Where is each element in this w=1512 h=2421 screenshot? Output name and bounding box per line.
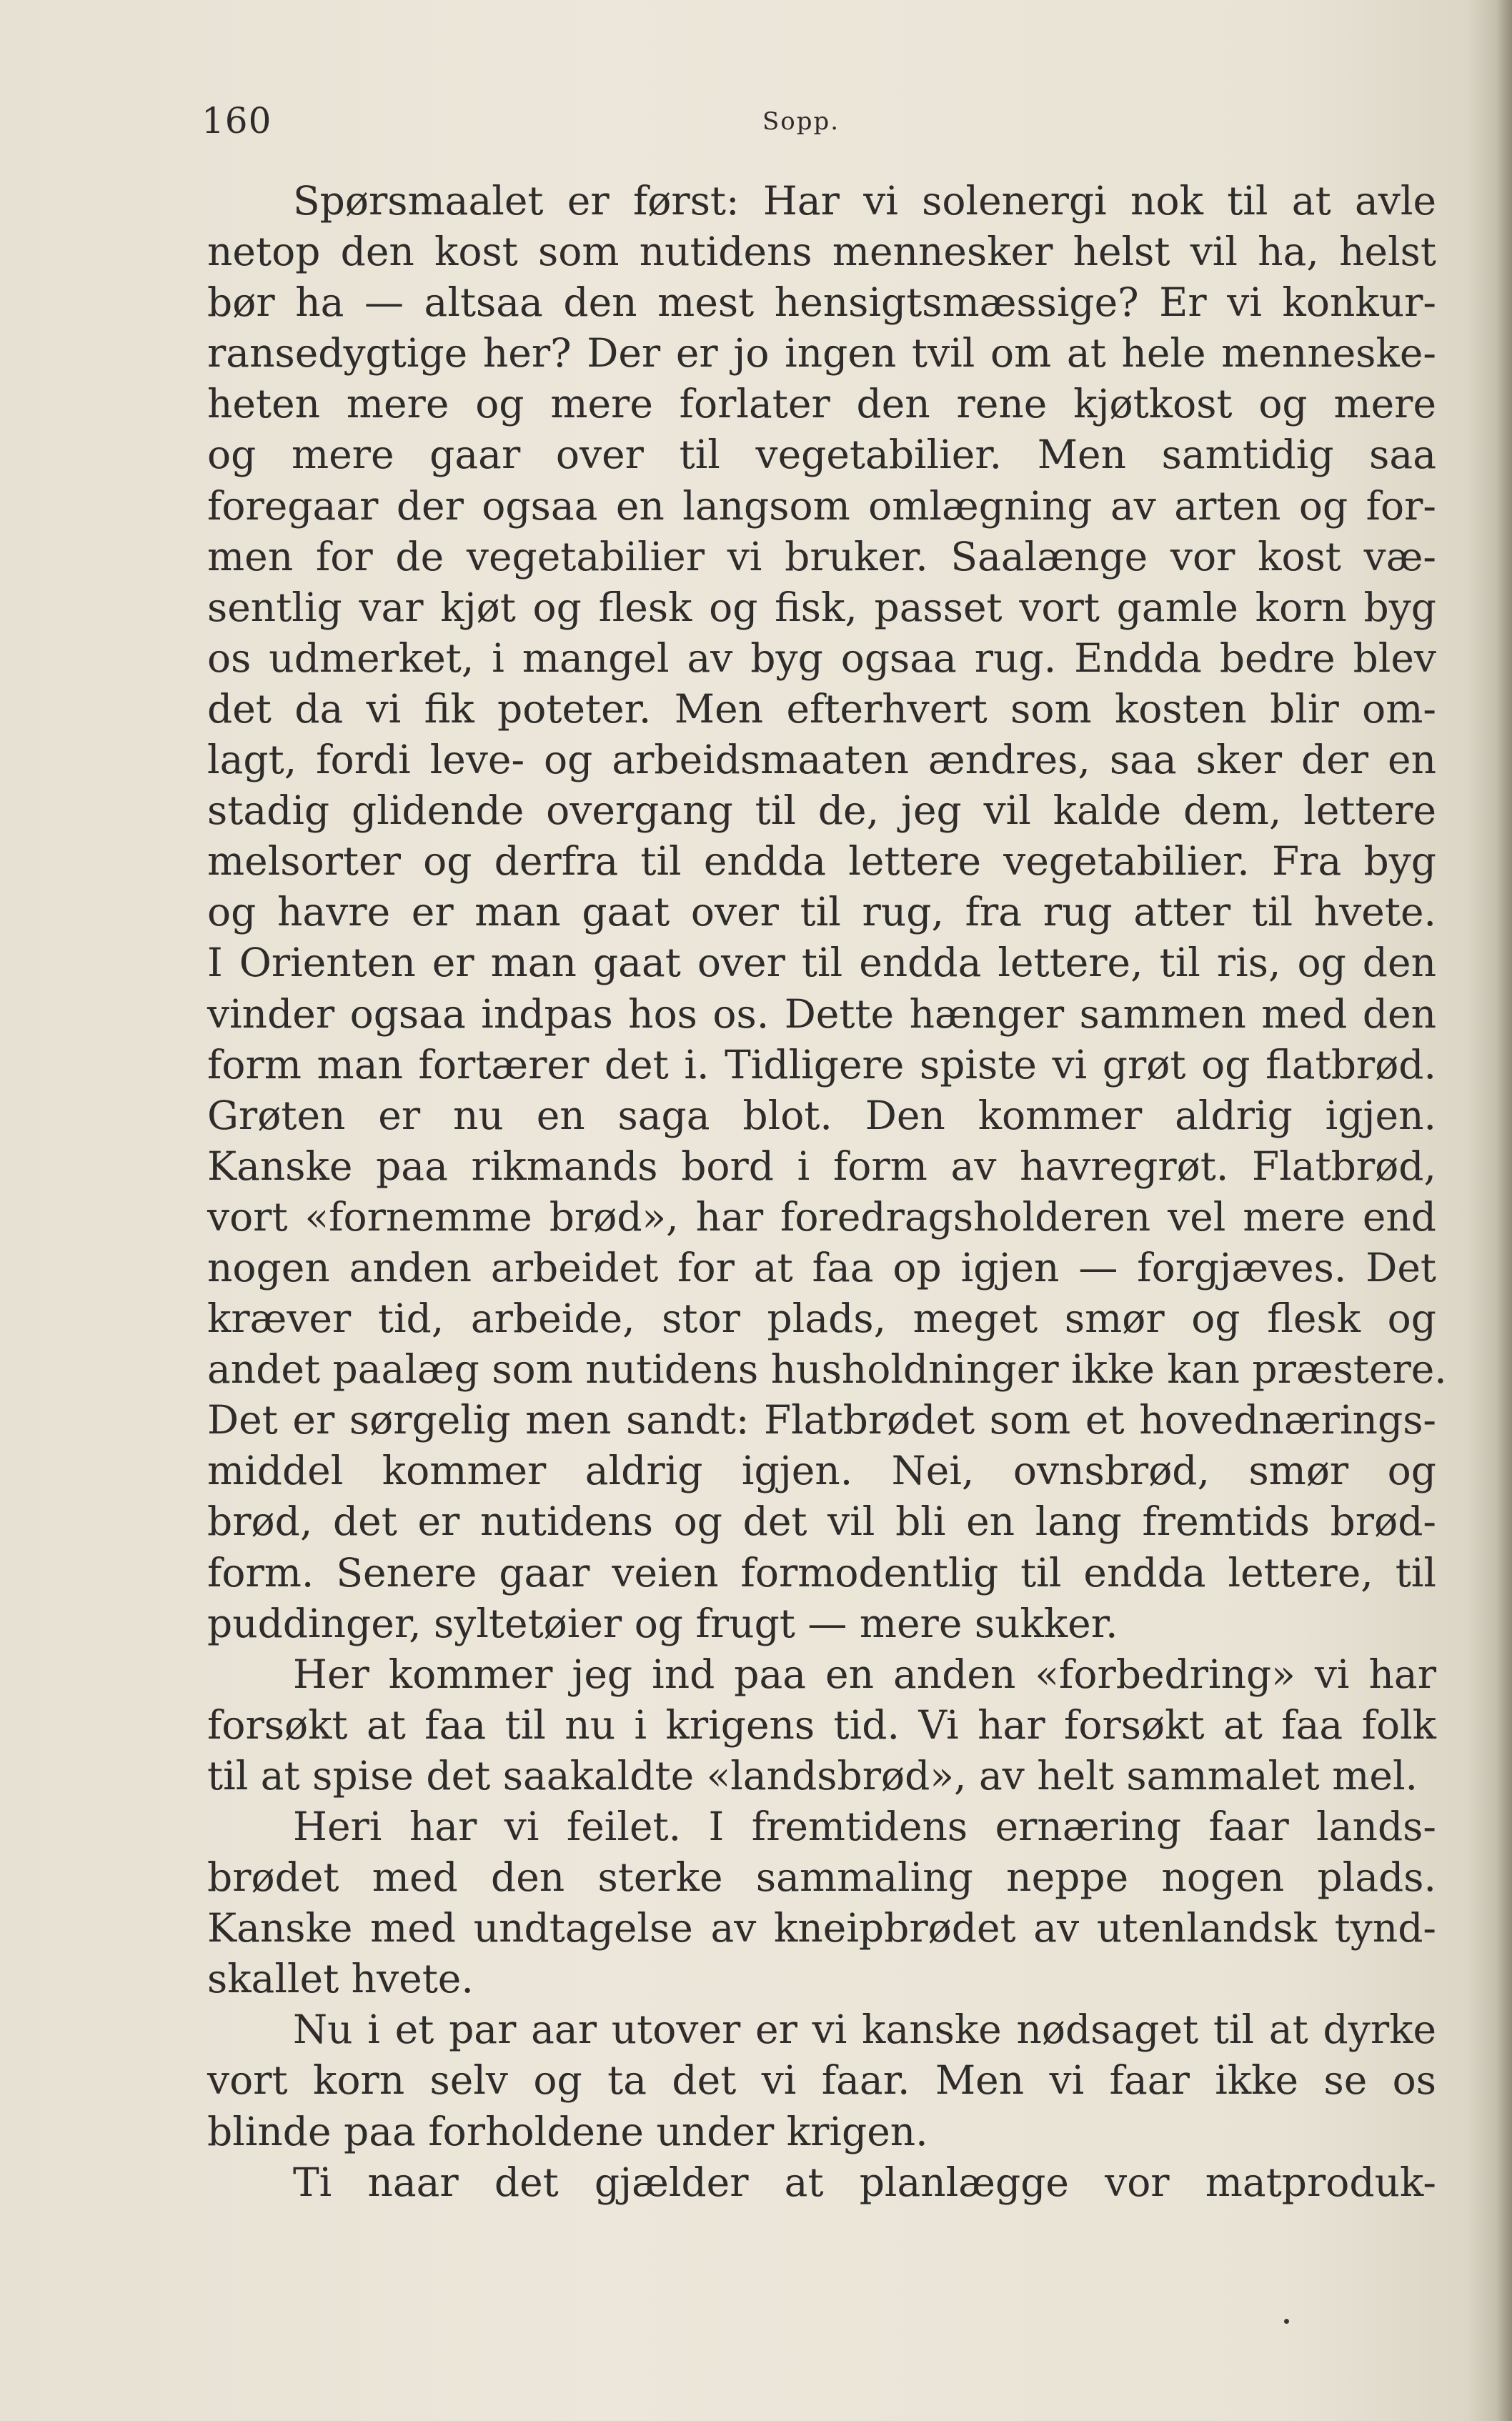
text-line: skallet hvete. [207, 1956, 474, 2002]
text-line: Spørsmaalet er først: Har vi solenergi nok til at avle [293, 178, 1436, 224]
text-line: Det er sørgelig men sandt: Flatbrødet som et hovednærings- [207, 1397, 1436, 1443]
text-line: forsøkt at faa til nu i krigens tid. Vi har forsøkt at faa folk [207, 1701, 1436, 1748]
text-line: Heri har vi feilet. I fremtidens ernæring faar lands- [293, 1804, 1436, 1849]
text-line: og mere gaar over til vegetabilier. Men samtidig saa [207, 432, 1436, 478]
text-line: lagt, fordi leve- og arbeidsmaaten ændres, saa sker der en [207, 737, 1436, 783]
body-text [207, 176, 1447, 2208]
text-line: brød, det er nutidens og det vil bli en lang fremtids brød- [207, 1498, 1436, 1545]
text-line: middel kommer aldrig igjen. Nei, ovnsbrød, smør og [207, 1448, 1436, 1494]
text-line: Kanske paa rikmands bord i form av havregrøt. Flatbrød, [207, 1143, 1436, 1189]
text-line: vinder ogsaa indpas hos os. Dette hænger sammen med den [207, 990, 1436, 1037]
text-line: ransedygtige her? Der er jo ingen tvil om at hele menneske- [207, 330, 1436, 377]
text-line: Her kommer jeg ind paa en anden «forbedring» vi har [293, 1651, 1436, 1697]
text-line: os udmerket, i mangel av byg ogsaa rug. Endda bedre blev [207, 635, 1436, 681]
text-line: bør ha — altsaa den mest hensigtsmæssige? Er vi konkur- [207, 279, 1436, 326]
text-line: sentlig var kjøt og flesk og fisk, passet vort gamle korn byg [207, 584, 1436, 630]
text-line: netop den kost som nutidens mennesker helst vil ha, helst [207, 229, 1436, 275]
page-header [202, 100, 1416, 157]
text-line: blinde paa forholdene under krigen. [207, 2108, 928, 2154]
text-line: heten mere og mere forlater den rene kjøtkost og mere [207, 381, 1436, 427]
page-number: 160 [202, 100, 272, 141]
text-line: nogen anden arbeidet for at faa op igjen — forgjæves. Det [207, 1244, 1436, 1291]
text-line: vort korn selv og ta det vi faar. Men vi faar ikke se os [207, 2057, 1436, 2104]
text-line: brødet med den sterke sammaling neppe nogen plads. [207, 1854, 1436, 1901]
text-line: Ti naar det gjælder at planlægge vor matproduk- [293, 2159, 1436, 2205]
text-line: andet paalæg som nutidens husholdninger ikke kan præstere. [207, 1346, 1447, 1393]
text-line: Grøten er nu en saga blot. Den kommer aldrig igjen. [207, 1092, 1436, 1138]
text-line: til at spise det saakaldte «landsbrød», av helt sammalet mel. [207, 1752, 1418, 1799]
text-line: men for de vegetabilier vi bruker. Saalænge vor kost væ- [207, 533, 1436, 580]
text-line: vort «fornemme brød», har foredragsholderen vel mere end [207, 1193, 1436, 1240]
text-line: form. Senere gaar veien formodentlig til endda lettere, til [207, 1549, 1436, 1596]
text-line: og havre er man gaat over til rug, fra rug atter til hvete. [207, 889, 1436, 935]
page-edge-shadow [1496, 0, 1512, 2421]
text-line: foregaar der ogsaa en langsom omlægning av arten og for- [207, 482, 1436, 529]
text-line: I Orienten er man gaat over til endda lettere, til ris, og den [207, 940, 1436, 986]
text-line: form man fortærer det i. Tidligere spiste vi grøt og flatbrød. [207, 1041, 1436, 1088]
text-line: Nu i et par aar utover er vi kanske nødsaget til at dyrke [293, 2007, 1436, 2053]
ink-speck [1284, 2319, 1289, 2324]
text-line: puddinger, syltetøier og frugt — mere sukker. [207, 1600, 1118, 1646]
text-line: melsorter og derfra til endda lettere vegetabilier. Fra byg [207, 838, 1436, 885]
text-line: kræver tid, arbeide, stor plads, meget smør og flesk og [207, 1296, 1436, 1342]
text-line: stadig glidende overgang til de, jeg vil kalde dem, lettere [207, 787, 1436, 834]
text-line: Kanske med undtagelse av kneipbrødet av utenlandsk tynd- [207, 1905, 1436, 1952]
text-line: det da vi fik poteter. Men efterhvert som kosten blir om- [207, 685, 1436, 732]
running-head: Sopp. [762, 107, 840, 136]
